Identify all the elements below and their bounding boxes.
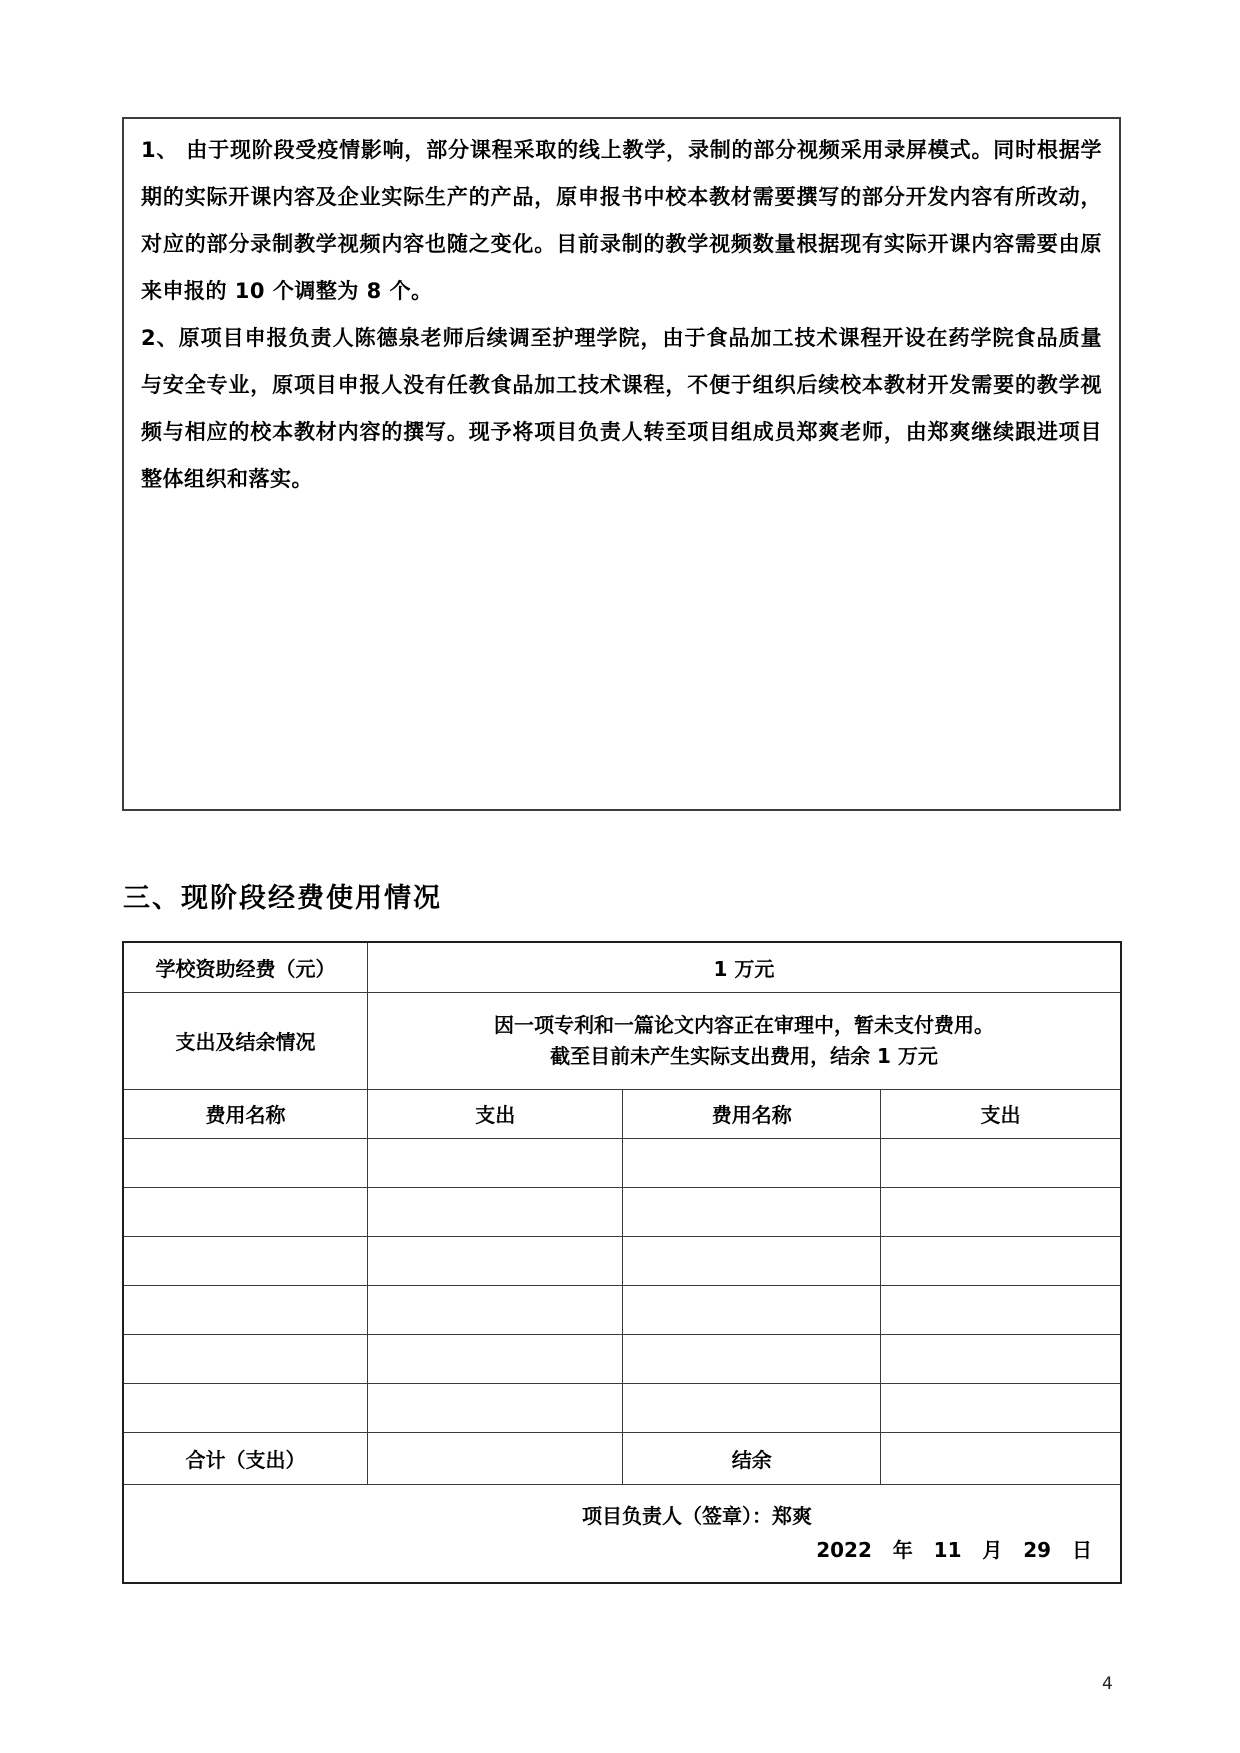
school-funding-value-cell: 1 万元 [368,942,1122,992]
empty-cell [880,1334,1121,1383]
signature-cell [123,1484,1121,1583]
empty-cell [368,1285,623,1334]
page-number: 4 [1102,1674,1113,1694]
empty-expense-row [123,1334,1121,1383]
balance-value-cell [880,1432,1121,1484]
header-cost-name-1: 费用名称 [123,1089,368,1138]
empty-cell [880,1383,1121,1432]
empty-cell [368,1236,623,1285]
empty-cell [623,1285,880,1334]
empty-cell [123,1187,368,1236]
balance-label-cell: 结余 [623,1432,880,1484]
empty-cell [880,1187,1121,1236]
header-expense-2: 支出 [880,1089,1121,1138]
expenditure-label-cell: 支出及结余情况 [123,992,368,1089]
total-value-cell [368,1432,623,1484]
empty-expense-row [123,1285,1121,1334]
expenditure-line-1: 因一项专利和一篇论文内容正在审理中，暂未支付费用。 [494,1012,994,1037]
empty-cell [123,1236,368,1285]
empty-expense-row [123,1187,1121,1236]
header-expense-1: 支出 [368,1089,623,1138]
total-row [123,1432,1121,1484]
empty-expense-row [123,1236,1121,1285]
empty-cell [123,1383,368,1432]
signature-line: 项目负责人（签章）：郑爽 [582,1504,812,1529]
empty-expense-row [123,1138,1121,1187]
notes-paragraph-1: 1、 由于现阶段受疫情影响，部分课程采取的线上教学，录制的部分视频采用录屏模式。同时根据学期的实际开课内容及企业实际生产的产品，原申报书中校本教材需要撰写的部分开发内容有所改动，对应的部分录制教学视频内容也随之变化。目前录制的教学视频数量根据现有实际开课内容需要由原来申报的 10 个调整为 8 个。 [141,138,1102,303]
empty-cell [368,1383,623,1432]
empty-cell [880,1138,1121,1187]
empty-cell [623,1187,880,1236]
header-cost-name-2: 费用名称 [623,1089,880,1138]
column-header-row [123,1089,1121,1138]
empty-cell [623,1138,880,1187]
empty-cell [368,1138,623,1187]
empty-expense-row [123,1383,1121,1432]
expenditure-line-2: 截至目前未产生实际支出费用，结余 1 万元 [550,1043,938,1068]
empty-cell [623,1236,880,1285]
signature-row [123,1484,1121,1583]
total-label-cell: 合计（支出） [123,1432,368,1484]
section-title: 三、现阶段经费使用情况 [123,883,442,914]
date-line: 2022 年 11 月 29 日 [816,1538,1092,1563]
expenditure-summary-row [123,992,1121,1089]
empty-cell [880,1236,1121,1285]
empty-cell [623,1383,880,1432]
empty-cell [368,1187,623,1236]
empty-cell [368,1334,623,1383]
empty-cell [123,1138,368,1187]
empty-cell [123,1285,368,1334]
notes-paragraph-2: 2、原项目申报负责人陈德泉老师后续调至护理学院，由于食品加工技术课程开设在药学院食品质量与安全专业，原项目申报人没有任教食品加工技术课程，不便于组织后续校本教材开发需要的教学视频与相应的校本教材内容的撰写。现予将项目负责人转至项目组成员郑爽老师，由郑爽继续跟进项目整体组织和落实。 [141,326,1102,491]
school-funding-row [123,942,1121,992]
school-funding-label-cell: 学校资助经费（元） [123,942,368,992]
empty-cell [123,1334,368,1383]
expenditure-value-cell [368,992,1122,1089]
progress-notes-box [122,117,1121,811]
empty-cell [623,1334,880,1383]
empty-cell [880,1285,1121,1334]
funding-table [122,941,1122,1584]
